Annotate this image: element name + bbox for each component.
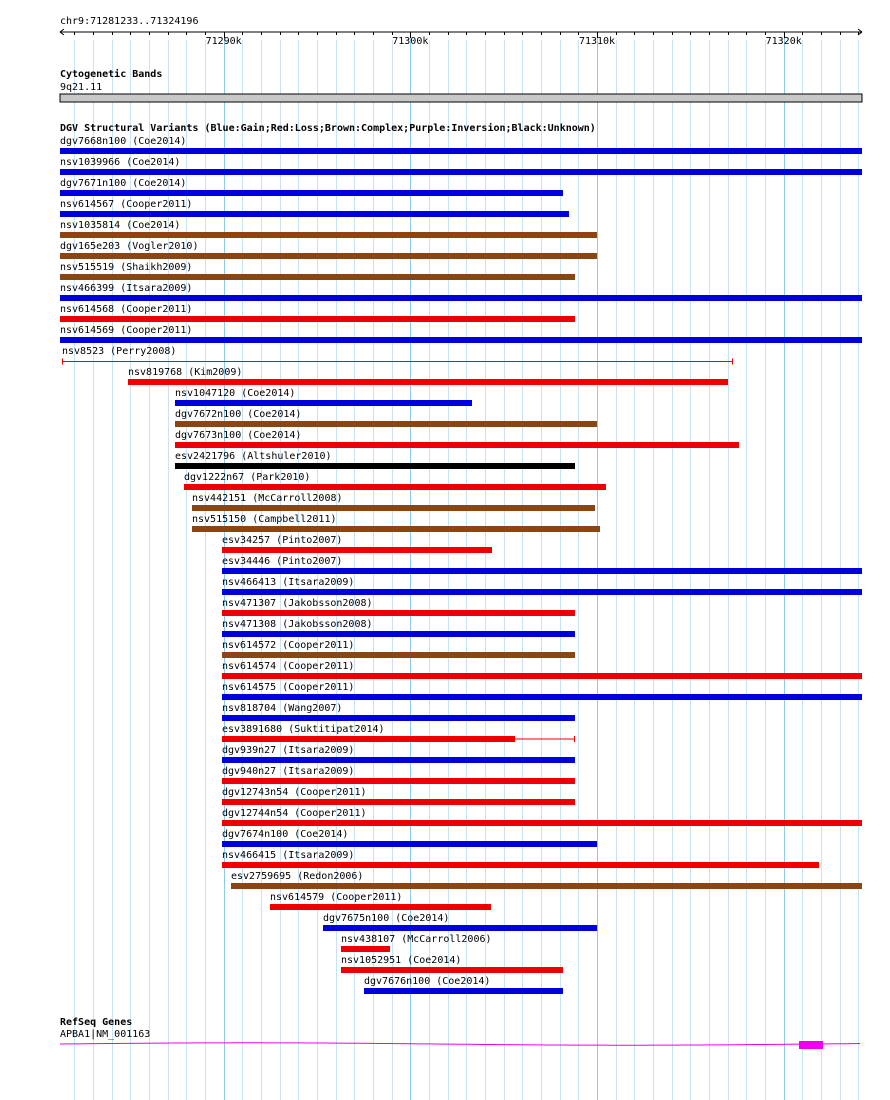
variant-label[interactable]: nsv515150 (Campbell2011) [192, 514, 337, 525]
variant-bar[interactable] [60, 169, 862, 175]
variant-bar[interactable] [60, 295, 862, 301]
variant-bar[interactable] [60, 211, 569, 217]
variant-label[interactable]: nsv614568 (Cooper2011) [60, 304, 193, 315]
variant-bar[interactable] [192, 505, 595, 511]
variant-bar[interactable] [364, 988, 563, 994]
variant-feature[interactable] [270, 892, 491, 910]
variant-bar[interactable] [175, 400, 472, 406]
variant-label[interactable]: nsv614569 (Cooper2011) [60, 325, 193, 336]
variant-feature[interactable] [60, 283, 862, 301]
variant-feature[interactable] [184, 472, 606, 490]
variant-label[interactable]: dgv7673n100 (Coe2014) [175, 430, 302, 441]
variant-bar[interactable] [184, 484, 606, 490]
variant-label[interactable]: dgv7675n100 (Coe2014) [323, 913, 450, 924]
variant-label[interactable]: nsv614579 (Cooper2011) [270, 892, 403, 903]
variant-label[interactable]: dgv7668n100 (Coe2014) [60, 136, 187, 147]
variant-bar[interactable] [270, 904, 491, 910]
variant-bar[interactable] [192, 526, 600, 532]
variant-label[interactable]: nsv442151 (McCarroll2008) [192, 493, 343, 504]
ruler-tick-label: 71300k [392, 36, 429, 47]
variant-label[interactable]: nsv1052951 (Coe2014) [341, 955, 462, 966]
variant-label[interactable]: dgv7672n100 (Coe2014) [175, 409, 302, 420]
variant-bar[interactable] [222, 736, 515, 742]
variant-label[interactable]: nsv1035814 (Coe2014) [60, 220, 181, 231]
ruler-tick-label: 71310k [578, 36, 616, 47]
variant-bar[interactable] [222, 589, 862, 595]
variant-label[interactable]: nsv818704 (Wang2007) [222, 703, 343, 714]
variant-feature[interactable] [222, 850, 819, 868]
variant-label[interactable]: nsv614575 (Cooper2011) [222, 682, 355, 693]
variant-feature[interactable] [60, 157, 862, 175]
variant-feature[interactable] [231, 871, 862, 889]
variant-label[interactable]: dgv939n27 (Itsara2009) [222, 745, 355, 756]
cytogenetic-bands-track [60, 68, 862, 102]
track-title-cytobands: Cytogenetic Bands [60, 69, 163, 80]
variant-bar[interactable] [222, 568, 862, 574]
variant-bar[interactable] [60, 274, 575, 280]
variant-label[interactable]: dgv1222n67 (Park2010) [184, 472, 311, 483]
variant-bar[interactable] [60, 232, 597, 238]
variant-bar[interactable] [222, 673, 862, 679]
dgv-structural-variants-track [60, 122, 862, 994]
variant-bar[interactable] [60, 253, 597, 259]
variant-label[interactable]: esv34257 (Pinto2007) [222, 535, 343, 546]
variant-bar[interactable] [222, 799, 575, 805]
variant-bar[interactable] [222, 652, 575, 658]
variant-feature[interactable] [341, 934, 492, 952]
variant-bar[interactable] [222, 694, 862, 700]
variant-bar[interactable] [222, 757, 575, 763]
variant-bar[interactable] [60, 316, 575, 322]
refseq-genes-track [60, 1017, 860, 1049]
variant-feature[interactable] [128, 367, 728, 385]
variant-feature[interactable] [175, 451, 575, 469]
variant-label[interactable]: esv2759695 (Redon2006) [231, 871, 364, 882]
variant-label[interactable]: nsv438107 (McCarroll2006) [341, 934, 492, 945]
variant-bar[interactable] [231, 883, 862, 889]
variant-bar[interactable] [175, 442, 739, 448]
variant-bar[interactable] [222, 820, 862, 826]
variant-label[interactable]: nsv614567 (Cooper2011) [60, 199, 193, 210]
variant-bar[interactable] [175, 421, 597, 427]
variant-feature[interactable] [341, 955, 563, 973]
variant-bar[interactable] [175, 463, 575, 469]
variant-feature[interactable] [60, 220, 597, 238]
variant-label[interactable]: nsv466399 (Itsara2009) [60, 283, 193, 294]
variant-bar[interactable] [222, 841, 597, 847]
coordinate-ruler[interactable] [60, 29, 862, 47]
variant-bar[interactable] [128, 379, 728, 385]
variant-bar[interactable] [341, 967, 563, 973]
gene-intron-line[interactable] [60, 1043, 860, 1045]
variant-feature[interactable] [222, 829, 597, 847]
region-label: chr9:71281233..71324196 [60, 16, 199, 27]
variant-feature[interactable] [175, 430, 739, 448]
variant-feature[interactable] [62, 346, 733, 365]
variant-bar[interactable] [323, 925, 597, 931]
variant-feature[interactable] [175, 409, 597, 427]
variant-label[interactable]: dgv12744n54 (Cooper2011) [222, 808, 367, 819]
variant-bar[interactable] [60, 148, 862, 154]
variant-feature[interactable] [222, 535, 492, 553]
variant-label[interactable]: nsv471307 (Jakobsson2008) [222, 598, 373, 609]
ruler-tick-label: 71320k [765, 36, 802, 47]
variant-bar[interactable] [60, 337, 862, 343]
variant-feature[interactable] [60, 241, 597, 259]
variant-label[interactable]: nsv466415 (Itsara2009) [222, 850, 355, 861]
variant-feature[interactable] [192, 493, 595, 511]
variant-label[interactable]: esv2421796 (Altshuler2010) [175, 451, 332, 462]
variant-bar[interactable] [222, 778, 575, 784]
variant-feature[interactable] [60, 136, 862, 154]
variant-label[interactable]: dgv165e203 (Vogler2010) [60, 241, 199, 252]
variant-label[interactable]: dgv940n27 (Itsara2009) [222, 766, 355, 777]
variant-bar[interactable] [222, 862, 819, 868]
variant-label[interactable]: dgv7674n100 (Coe2014) [222, 829, 349, 840]
variant-label[interactable]: nsv8523 (Perry2008) [62, 346, 177, 357]
variant-label[interactable]: nsv471308 (Jakobsson2008) [222, 619, 373, 630]
variant-bar[interactable] [222, 610, 575, 616]
variant-label[interactable]: dgv7676n100 (Coe2014) [364, 976, 491, 987]
variant-label[interactable]: nsv819768 (Kim2009) [128, 367, 243, 378]
ruler-tick-label: 71290k [205, 36, 242, 47]
gene-exon[interactable] [799, 1041, 823, 1049]
variant-label[interactable]: esv34446 (Pinto2007) [222, 556, 343, 567]
variant-bar[interactable] [60, 190, 563, 196]
variant-bar[interactable] [222, 631, 575, 637]
track-title-dgv: DGV Structural Variants (Blue:Gain;Red:Loss;Brown:Complex;Purple:Inversion;Black:Unknown) [60, 123, 596, 134]
variant-label[interactable]: dgv7671n100 (Coe2014) [60, 178, 187, 189]
variant-bar[interactable] [341, 946, 390, 952]
cytoband-name: 9q21.11 [60, 82, 103, 93]
cytoband-bar[interactable] [60, 94, 862, 102]
variant-feature[interactable] [60, 178, 563, 196]
variant-feature[interactable] [323, 913, 597, 931]
variant-label[interactable]: dgv12743n54 (Cooper2011) [222, 787, 367, 798]
variant-bar[interactable] [222, 547, 492, 553]
variant-feature[interactable] [60, 199, 569, 217]
variant-feature[interactable] [192, 514, 600, 532]
variant-label[interactable]: nsv614574 (Cooper2011) [222, 661, 355, 672]
variant-label[interactable]: esv3891680 (Suktitipat2014) [222, 724, 385, 735]
variant-label[interactable]: nsv466413 (Itsara2009) [222, 577, 355, 588]
variant-feature[interactable] [60, 325, 862, 343]
variant-label[interactable]: nsv1039966 (Coe2014) [60, 157, 181, 168]
track-title-refseq: RefSeq Genes [60, 1017, 133, 1028]
gene-label: APBA1|NM_001163 [60, 1029, 151, 1040]
variant-label[interactable]: nsv515519 (Shaikh2009) [60, 262, 193, 273]
variant-label[interactable]: nsv1047120 (Coe2014) [175, 388, 296, 399]
variant-feature[interactable] [175, 388, 472, 406]
variant-label[interactable]: nsv614572 (Cooper2011) [222, 640, 355, 651]
variant-bar[interactable] [222, 715, 575, 721]
variant-feature[interactable] [364, 976, 563, 994]
